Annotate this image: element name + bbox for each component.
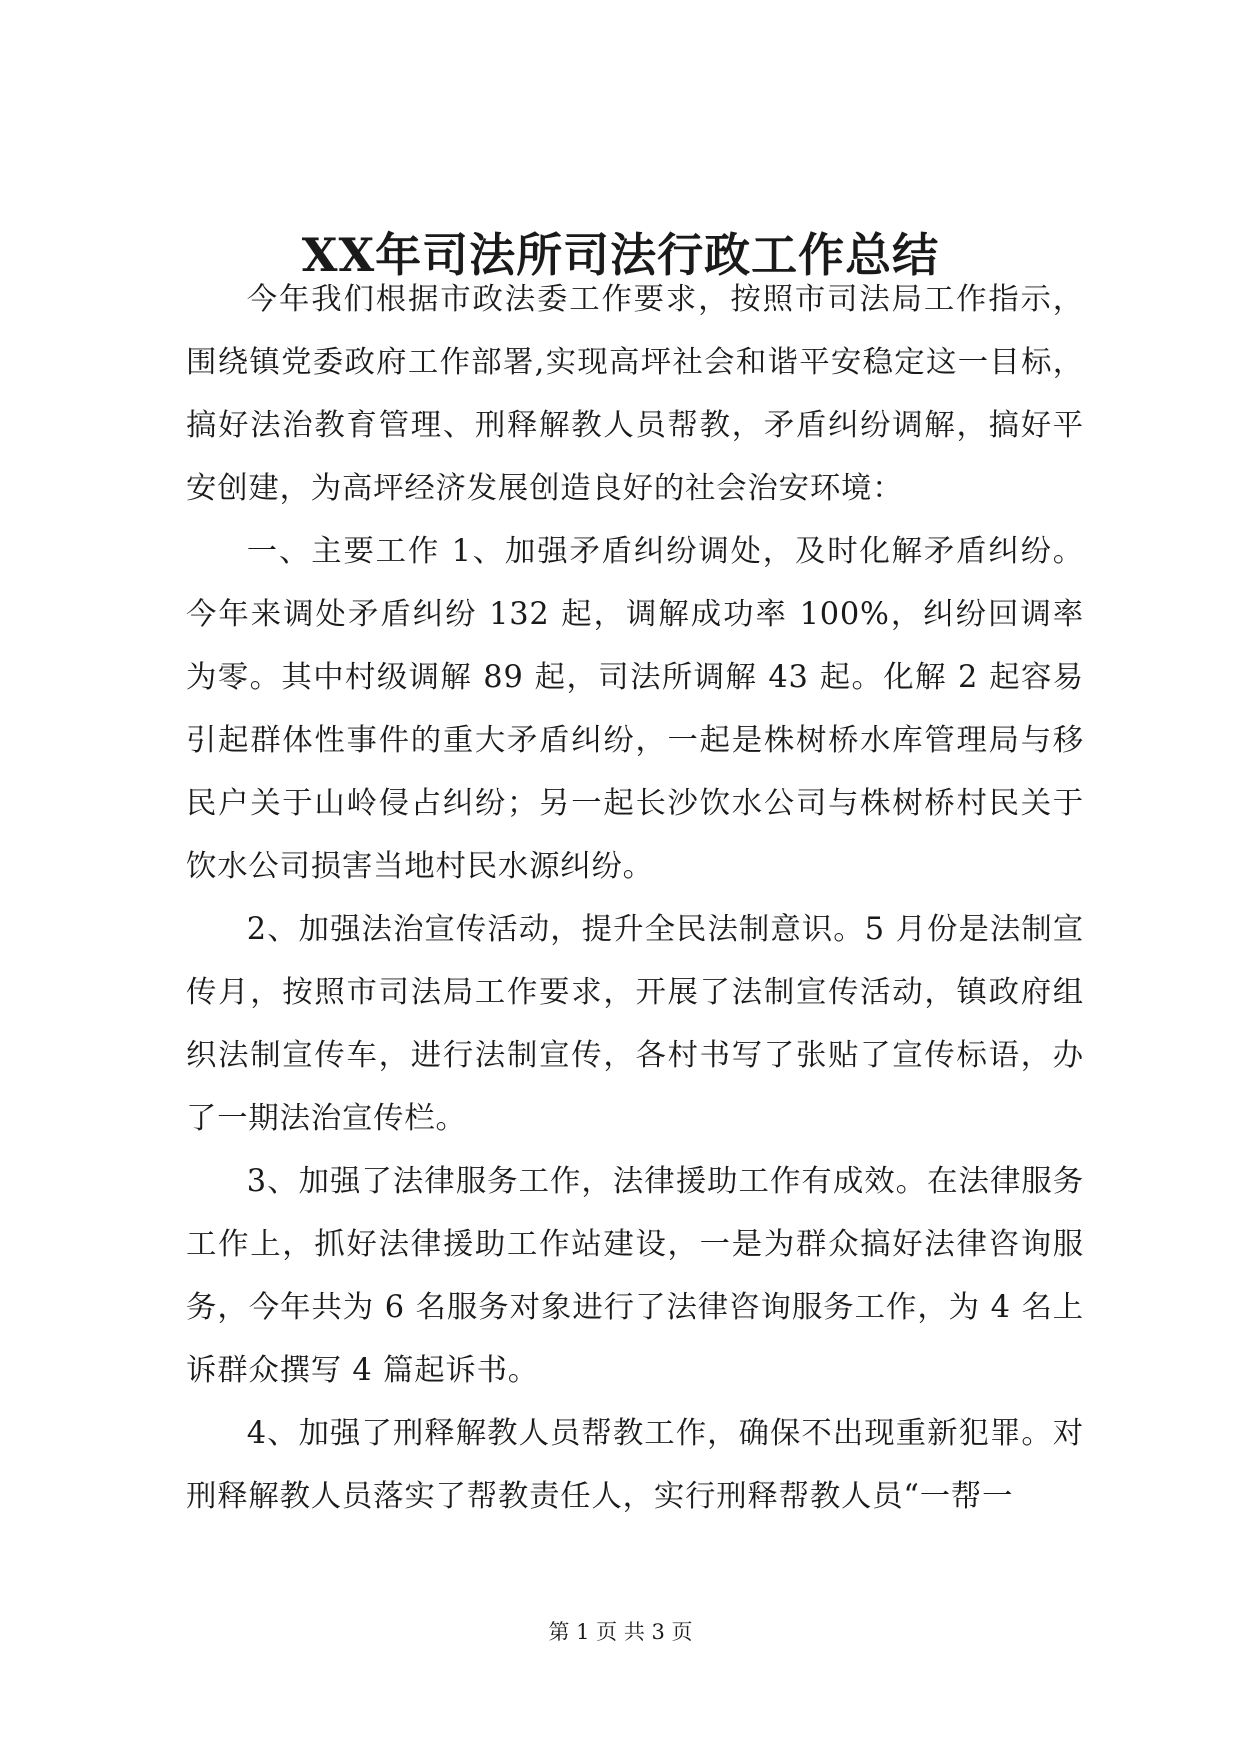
paragraph-section-3: 3、加强了法律服务工作，法律援助工作有成效。在法律服务工作上，抓好法律援助工作站建设，一是为群众搞好法律咨询服务，今年共为 6 名服务对象进行了法律咨询服务工作，为 4 名上诉群众撰写 4 篇起诉书。 — [186, 1164, 1084, 1388]
paragraph-section-2: 2、加强法治宣传活动，提升全民法制意识。5 月份是法制宣传月，按照市司法局工作要求，开展了法制宣传活动，镇政府组织法制宣传车，进行法制宣传，各村书写了张贴了宣传标语，办了一期法治宣传栏。 — [186, 912, 1084, 1136]
paragraph-intro: 今年我们根据市政法委工作要求，按照市司法局工作指示，围绕镇党委政府工作部署,实现高坪社会和谐平安稳定这一目标，搞好法治教育管理、刑释解教人员帮教，矛盾纠纷调解，搞好平安创建，为高坪经济发展创造良好的社会治安环境： — [186, 282, 1084, 506]
paragraph-section-4: 4、加强了刑释解教人员帮教工作，确保不出现重新犯罪。对刑释解教人员落实了帮教责任人，实行刑释帮教人员“一帮一 — [186, 1416, 1084, 1514]
document-title: XX年司法所司法行政工作总结 — [301, 228, 940, 282]
paragraph-section-1: 一、主要工作 1、加强矛盾纠纷调处，及时化解矛盾纠纷。今年来调处矛盾纠纷 132 起，调解成功率 100%，纠纷回调率为零。其中村级调解 89 起，司法所调解 43 起。化解 2 起容易引起群体性事件的重大矛盾纠纷，一起是株树桥水库管理局与移民户关于山岭侵占纠纷；另一起长沙饮水公司与株树桥村民关于饮水公司损害当地村民水源纠纷。 — [186, 534, 1084, 884]
page-number-footer: 第 1 页 共 3 页 — [548, 1620, 693, 1644]
document-body — [186, 268, 1084, 1528]
